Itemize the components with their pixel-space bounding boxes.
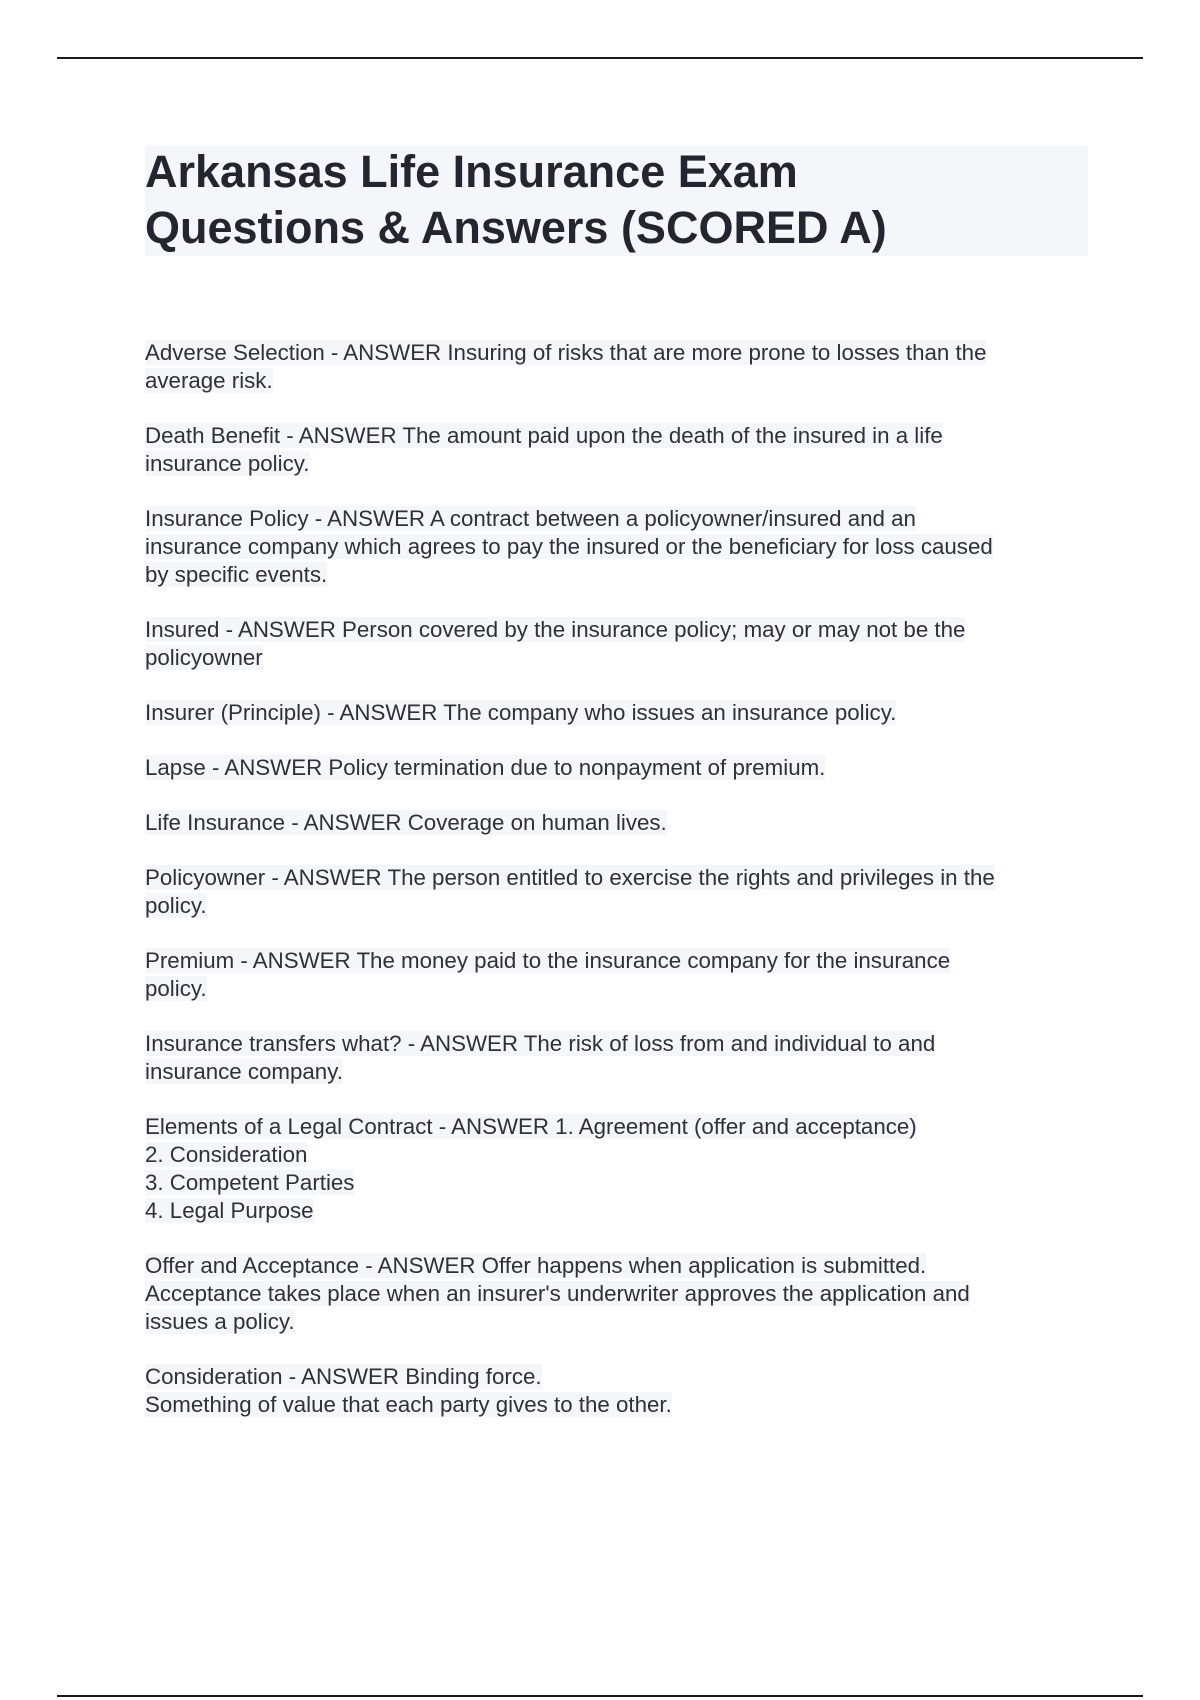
qa-text: Insured - ANSWER Person covered by the insurance policy; may or may not be the policyowner	[145, 617, 966, 670]
qa-item	[145, 864, 1090, 920]
qa-text: Death Benefit - ANSWER The amount paid upon the death of the insured in a life insurance policy.	[145, 423, 943, 476]
qa-item	[145, 754, 1090, 782]
qa-item	[145, 505, 1090, 589]
qa-text: Elements of a Legal Contract - ANSWER 1. Agreement (offer and acceptance) 2. Consideration 3. Competent Parties 4. Legal Purpose	[145, 1114, 917, 1223]
qa-item	[145, 699, 1090, 727]
qa-list	[145, 339, 1090, 1446]
qa-item	[145, 1363, 1090, 1419]
qa-item	[145, 1030, 1090, 1086]
qa-item	[145, 616, 1090, 672]
qa-item	[145, 422, 1090, 478]
qa-text: Insurance transfers what? - ANSWER The risk of loss from and individual to and insurance company.	[145, 1031, 936, 1084]
qa-item	[145, 1113, 1090, 1225]
qa-text: Life Insurance - ANSWER Coverage on human lives.	[145, 810, 667, 835]
qa-text: Insurance Policy - ANSWER A contract between a policyowner/insured and an insurance company which agrees to pay the insured or the beneficiary for loss caused by specific events.	[145, 506, 993, 587]
qa-text: Insurer (Principle) - ANSWER The company who issues an insurance policy.	[145, 700, 897, 725]
top-rule	[57, 57, 1143, 59]
qa-item	[145, 1252, 1090, 1336]
qa-text: Adverse Selection - ANSWER Insuring of risks that are more prone to losses than the average risk.	[145, 340, 987, 393]
qa-text: Consideration - ANSWER Binding force. Something of value that each party gives to the other.	[145, 1364, 672, 1417]
qa-item	[145, 947, 1090, 1003]
qa-text: Policyowner - ANSWER The person entitled to exercise the rights and privileges in the policy.	[145, 865, 995, 918]
page-title: Arkansas Life Insurance Exam Questions & Answers (SCORED A)	[145, 146, 887, 253]
qa-item	[145, 339, 1090, 395]
qa-text: Premium - ANSWER The money paid to the insurance company for the insurance policy.	[145, 948, 951, 1001]
qa-text: Offer and Acceptance - ANSWER Offer happens when application is submitted. Acceptance takes place when an insurer's underwriter approves the application and issues a policy.	[145, 1253, 970, 1334]
qa-item	[145, 809, 1090, 837]
qa-text: Lapse - ANSWER Policy termination due to nonpayment of premium.	[145, 755, 826, 780]
bottom-rule	[57, 1695, 1143, 1697]
